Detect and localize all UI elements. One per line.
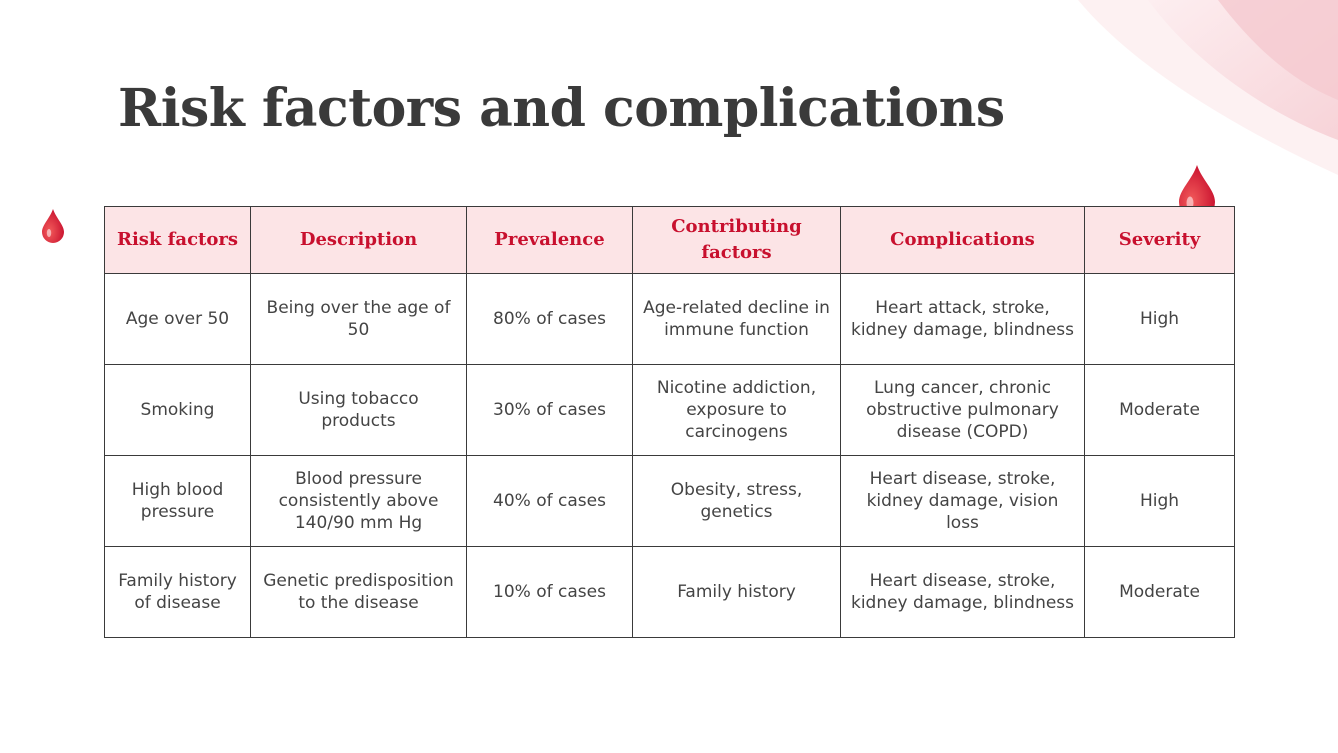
- risk-factors-table: [104, 206, 1235, 638]
- table-cell: Smoking: [105, 365, 251, 456]
- table-cell: High: [1085, 456, 1235, 547]
- blood-drop-icon: [41, 208, 65, 244]
- page-title: Risk factors and complications: [118, 78, 1005, 139]
- table-cell: High blood pressure: [105, 456, 251, 547]
- table-cell: Nicotine addiction, exposure to carcinogens: [633, 365, 841, 456]
- table-cell: Being over the age of 50: [251, 274, 467, 365]
- table-cell: Heart disease, stroke, kidney damage, vision loss: [841, 456, 1085, 547]
- table-cell: 40% of cases: [467, 456, 633, 547]
- table-cell: 30% of cases: [467, 365, 633, 456]
- table-cell: Moderate: [1085, 365, 1235, 456]
- table-row: [105, 456, 1235, 547]
- table-cell: Family history of disease: [105, 547, 251, 638]
- table-cell: Family history: [633, 547, 841, 638]
- table-cell: Genetic predisposition to the disease: [251, 547, 467, 638]
- table-cell: 80% of cases: [467, 274, 633, 365]
- table-cell: Moderate: [1085, 547, 1235, 638]
- table-row: [105, 274, 1235, 365]
- table-cell: Heart disease, stroke, kidney damage, blindness: [841, 547, 1085, 638]
- table-cell: Age over 50: [105, 274, 251, 365]
- table-row: [105, 547, 1235, 638]
- table-cell: Heart attack, stroke, kidney damage, blindness: [841, 274, 1085, 365]
- column-header: Risk factors: [105, 207, 251, 274]
- table-row: [105, 365, 1235, 456]
- column-header: Prevalence: [467, 207, 633, 274]
- table-cell: Blood pressure consistently above 140/90 mm Hg: [251, 456, 467, 547]
- table-cell: 10% of cases: [467, 547, 633, 638]
- table-cell: Obesity, stress, genetics: [633, 456, 841, 547]
- table-cell: Using tobacco products: [251, 365, 467, 456]
- column-header: Description: [251, 207, 467, 274]
- table-header-row: [105, 207, 1235, 274]
- column-header: Contributing factors: [633, 207, 841, 274]
- column-header: Severity: [1085, 207, 1235, 274]
- table-cell: High: [1085, 274, 1235, 365]
- column-header: Complications: [841, 207, 1085, 274]
- table-cell: Lung cancer, chronic obstructive pulmonary disease (COPD): [841, 365, 1085, 456]
- table-cell: Age-related decline in immune function: [633, 274, 841, 365]
